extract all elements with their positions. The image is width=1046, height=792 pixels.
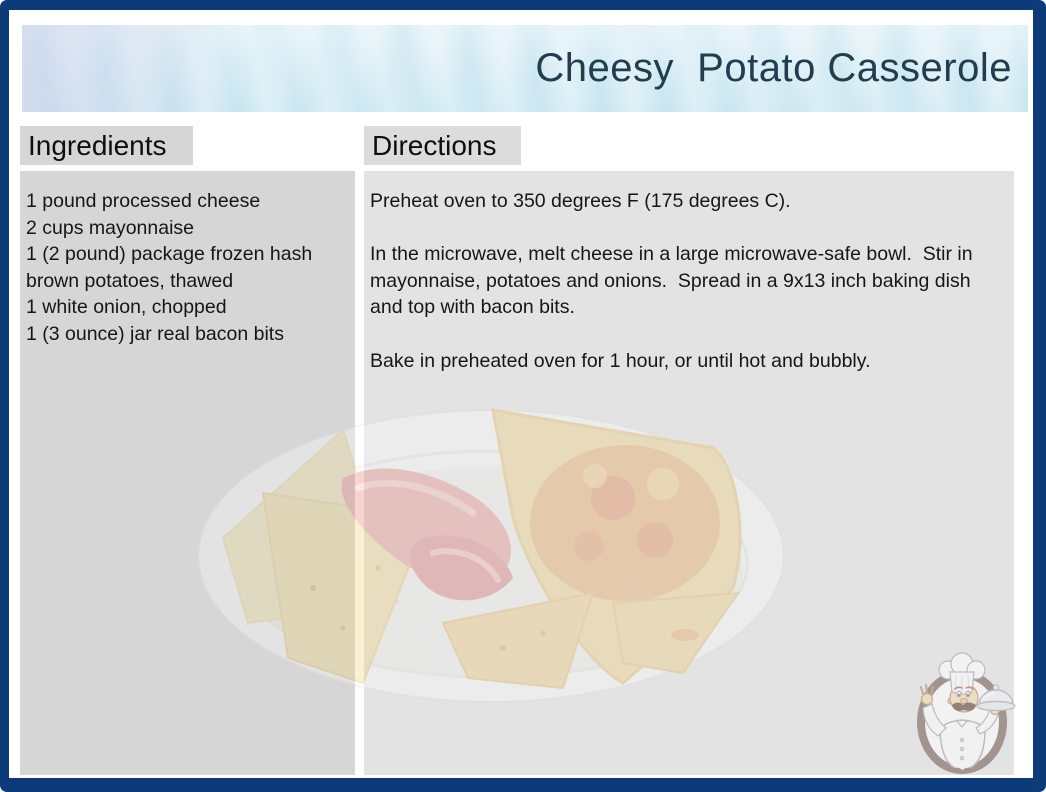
direction-paragraph: Preheat oven to 350 degrees F (175 degrees C).	[370, 190, 791, 212]
ingredients-heading-block	[20, 126, 193, 165]
directions-heading: Directions	[372, 129, 497, 161]
ingredient-item: 1 white onion, chopped	[26, 296, 227, 319]
ingredient-item: 2 cups mayonnaise	[26, 216, 195, 239]
ingredient-item: 1 (3 ounce) jar real bacon bits	[26, 322, 284, 345]
directions-heading-block	[364, 126, 521, 165]
ingredient-item: 1 pound processed cheese	[26, 190, 261, 212]
ingredients-list	[26, 188, 344, 348]
direction-paragraph: In the microwave, melt cheese in a large microwave-safe bowl. Stir in mayonnaise, potatoes and onions. Spread in a 9x13 inch baking dish and top with bacon bits.	[370, 243, 978, 319]
direction-paragraph: Bake in preheated oven for 1 hour, or until hot and bubbly.	[370, 349, 871, 372]
ingredients-heading: Ingredients	[28, 129, 167, 161]
chef-logo-icon	[910, 652, 1016, 778]
ingredient-item: 1 (2 pound) package frozen hash brown potatoes, thawed	[26, 243, 313, 292]
header-banner	[22, 25, 1028, 112]
page-title: Cheesy Potato Casserole	[535, 46, 1012, 90]
directions-text	[370, 188, 1006, 401]
page-background	[9, 10, 1033, 778]
food-photo-image	[193, 388, 793, 708]
